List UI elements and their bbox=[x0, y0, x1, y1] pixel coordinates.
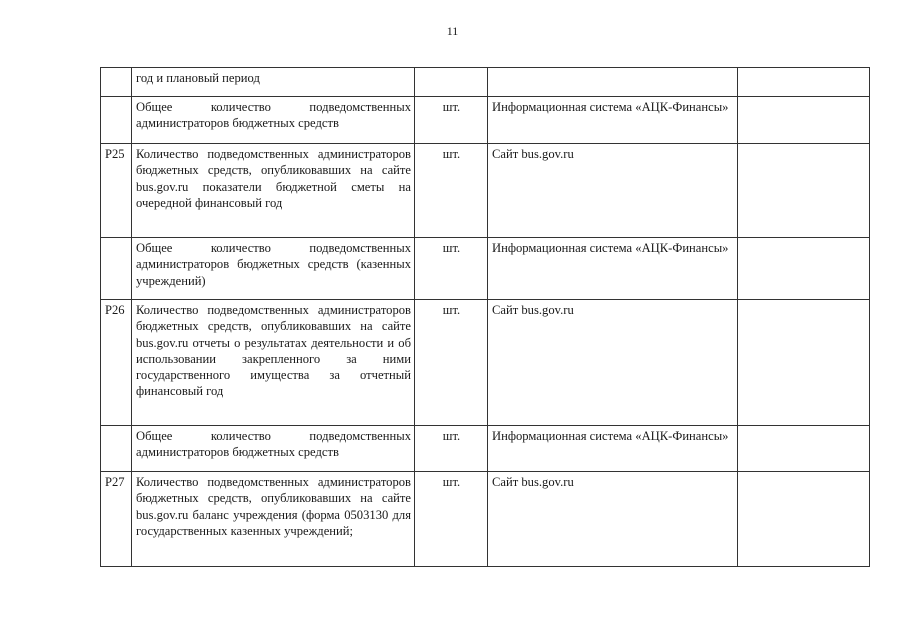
row-code bbox=[101, 97, 132, 144]
row-code bbox=[101, 68, 132, 97]
row-code: Р26 bbox=[101, 300, 132, 426]
row-source: Сайт bus.gov.ru bbox=[488, 144, 738, 238]
row-note bbox=[738, 238, 870, 300]
row-code: Р27 bbox=[101, 472, 132, 567]
row-note bbox=[738, 68, 870, 97]
row-description: Количество подведомственных администраторов бюджетных средств, опубликовавших на сайте bus.gov.ru показатели бюджетной сметы на очередной финансовый год bbox=[132, 144, 415, 238]
row-source: Информационная система «АЦК-Финансы» bbox=[488, 426, 738, 472]
row-note bbox=[738, 97, 870, 144]
row-unit: шт. bbox=[415, 300, 488, 426]
row-source: Информационная система «АЦК-Финансы» bbox=[488, 238, 738, 300]
row-note bbox=[738, 426, 870, 472]
row-unit: шт. bbox=[415, 472, 488, 567]
row-description: Общее количество подведомственных администраторов бюджетных средств (казенных учреждений) bbox=[132, 238, 415, 300]
row-description: Общее количество подведомственных администраторов бюджетных средств bbox=[132, 426, 415, 472]
row-description: Количество подведомственных администраторов бюджетных средств, опубликовавших на сайте bus.gov.ru отчеты о результатах деятельности и об использовании закрепленного за ними государственного имущества за отчетный финансовый год bbox=[132, 300, 415, 426]
table-row bbox=[101, 472, 870, 567]
table-row bbox=[101, 97, 870, 144]
row-unit: шт. bbox=[415, 238, 488, 300]
row-source: Информационная система «АЦК-Финансы» bbox=[488, 97, 738, 144]
table-row bbox=[101, 144, 870, 238]
table-row bbox=[101, 68, 870, 97]
page-number: 11 bbox=[446, 24, 459, 38]
row-unit bbox=[415, 68, 488, 97]
table-row bbox=[101, 426, 870, 472]
row-code bbox=[101, 426, 132, 472]
row-note bbox=[738, 472, 870, 567]
indicators-table bbox=[100, 67, 870, 567]
row-source: Сайт bus.gov.ru bbox=[488, 300, 738, 426]
row-unit: шт. bbox=[415, 144, 488, 238]
row-unit: шт. bbox=[415, 97, 488, 144]
row-unit: шт. bbox=[415, 426, 488, 472]
row-source: Сайт bus.gov.ru bbox=[488, 472, 738, 567]
row-code bbox=[101, 238, 132, 300]
row-source bbox=[488, 68, 738, 97]
row-description: Количество подведомственных администраторов бюджетных средств, опубликовавших на сайте bus.gov.ru баланс учреждения (форма 0503130 для государственных казенных учреждений; bbox=[132, 472, 415, 567]
row-code: Р25 bbox=[101, 144, 132, 238]
table-row bbox=[101, 300, 870, 426]
row-description: Общее количество подведомственных администраторов бюджетных средств bbox=[132, 97, 415, 144]
row-note bbox=[738, 300, 870, 426]
row-description: год и плановый период bbox=[132, 68, 415, 97]
row-note bbox=[738, 144, 870, 238]
table-row bbox=[101, 238, 870, 300]
